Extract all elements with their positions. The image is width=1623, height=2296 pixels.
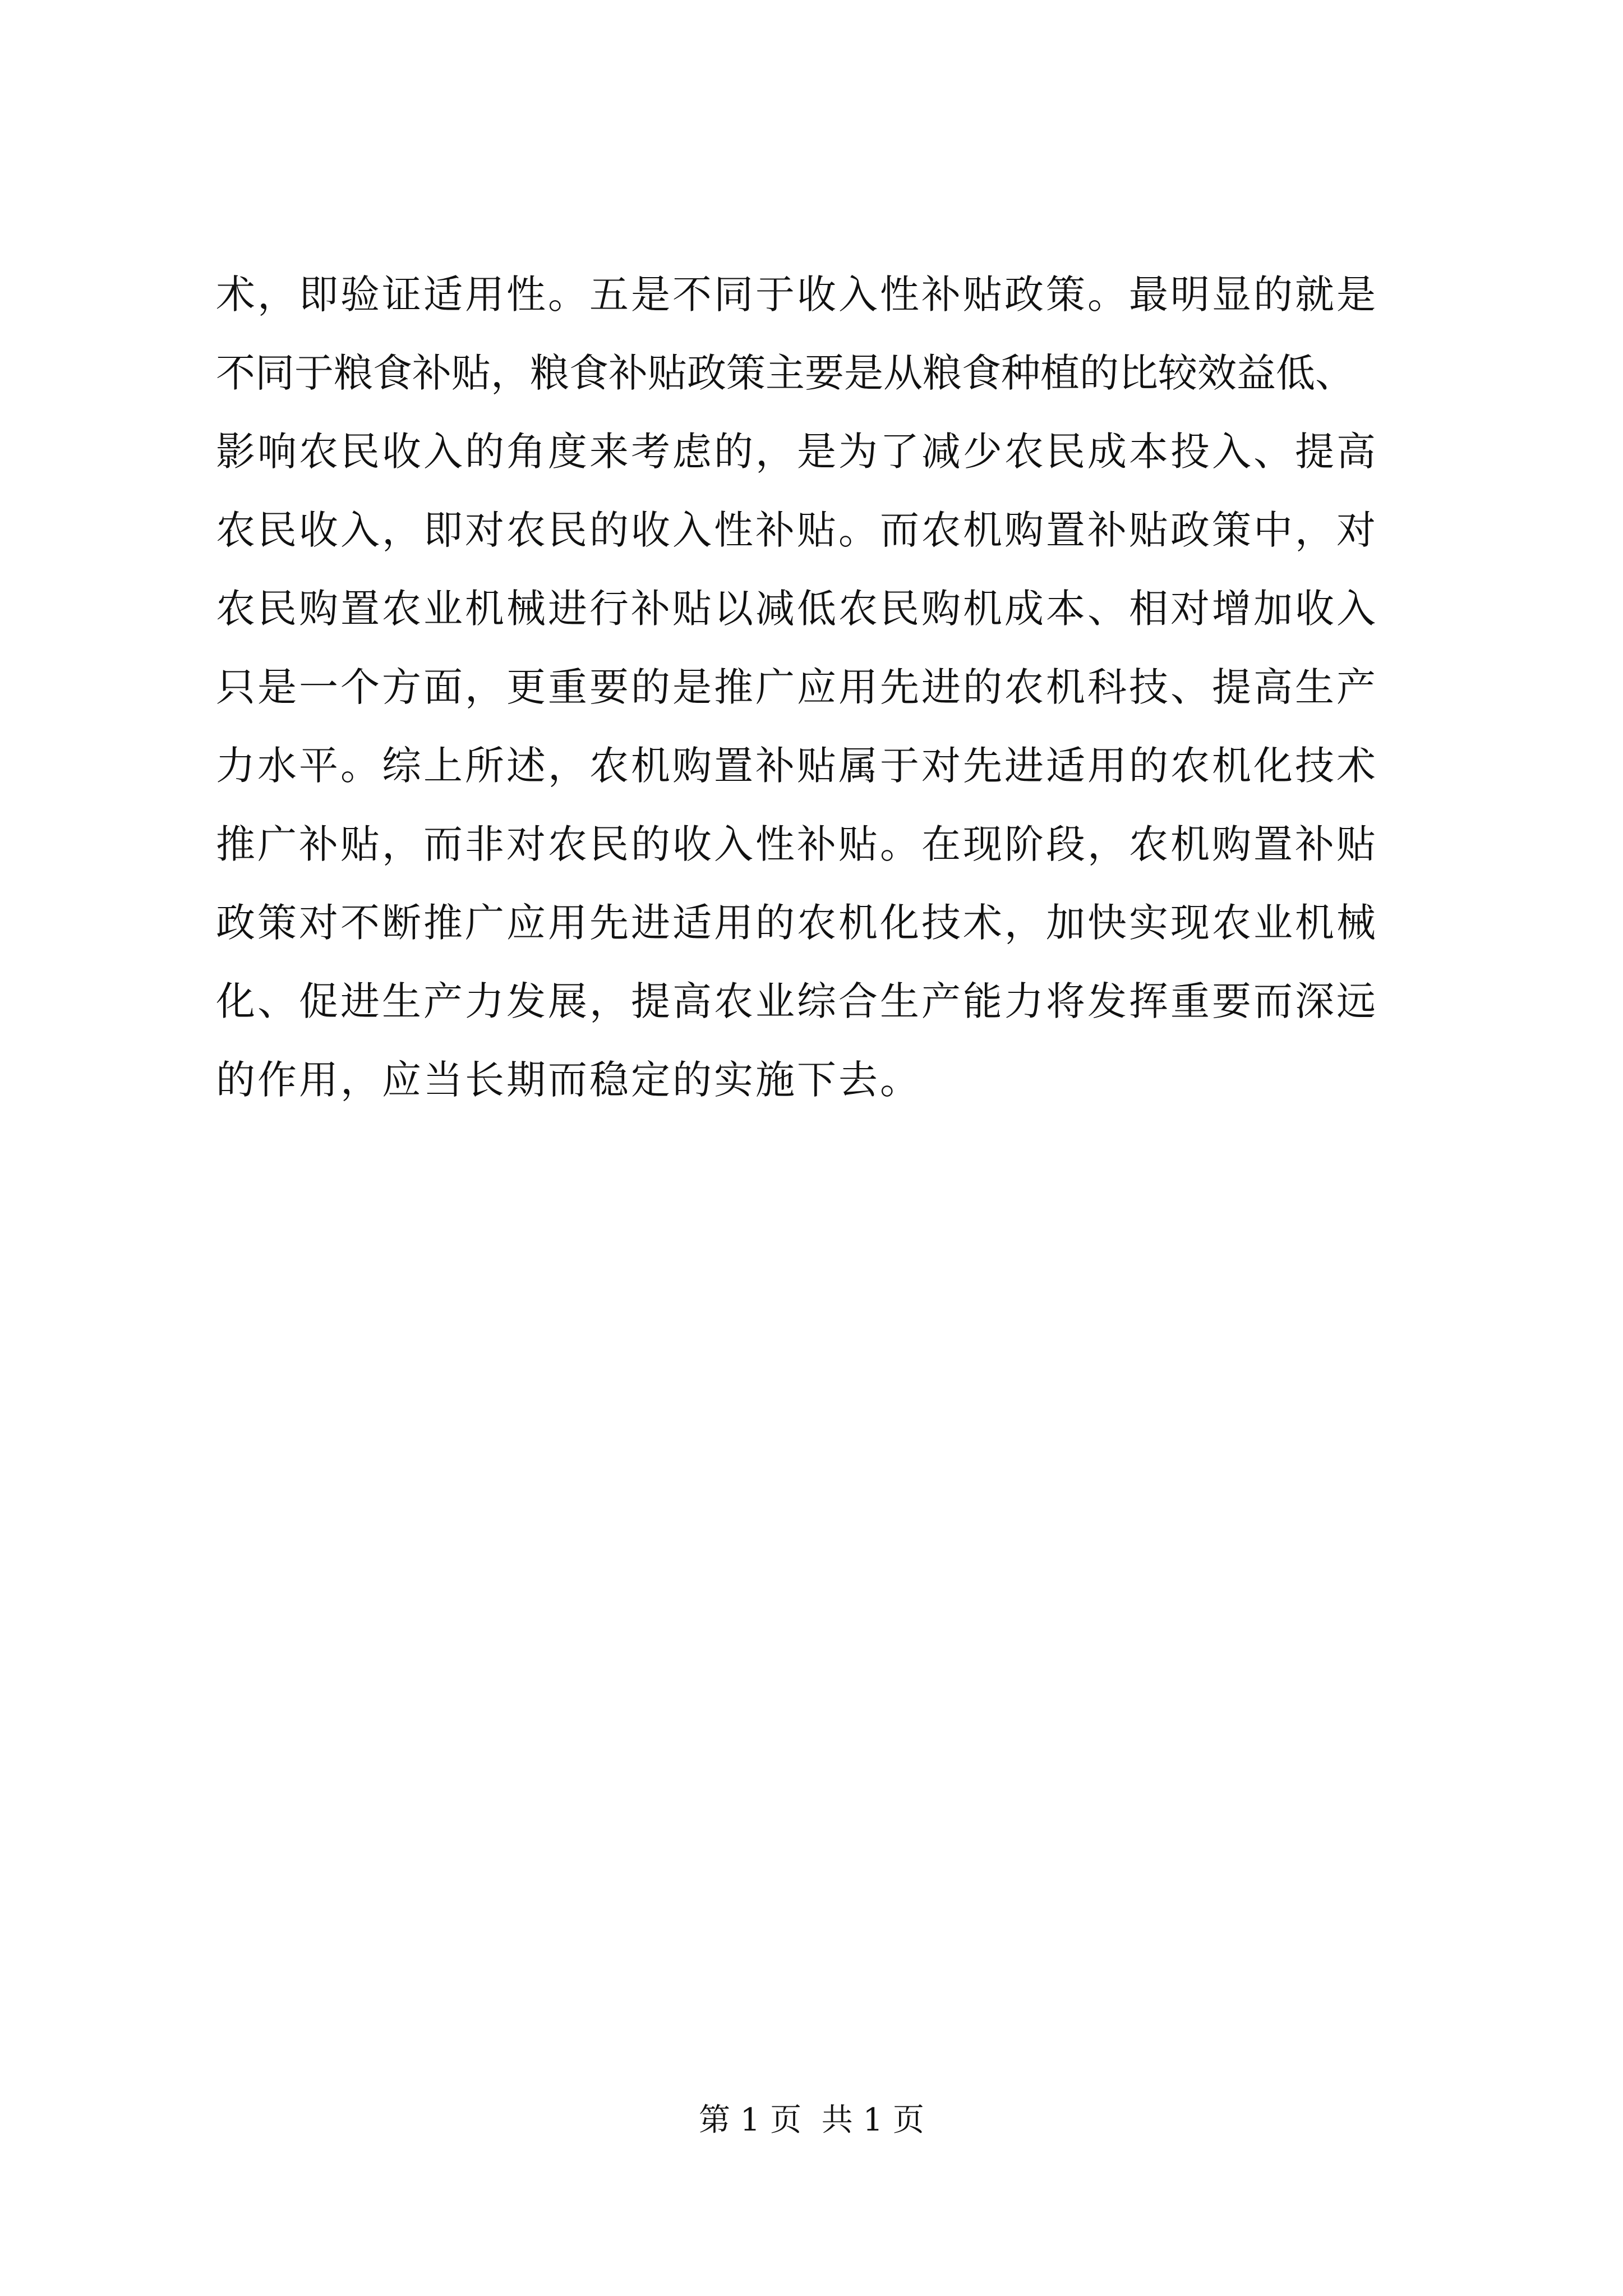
text-line: 不同于粮食补贴，粮食补贴政策主要是从粮食种植的比较效益低、 (216, 350, 1354, 396)
text-line: 只是一个方面，更重要的是推广应用先进的农机科技、提高生产 (216, 664, 1378, 710)
text-line: 影响农民收入的角度来考虑的，是为了减少农民成本投入、提高 (216, 429, 1378, 475)
text-line: 力水平。综上所述，农机购置补贴属于对先进适用的农机化技术 (216, 743, 1378, 789)
text-line: 农民收入，即对农民的收入性补贴。而农机购置补贴政策中，对 (216, 507, 1378, 553)
text-line: 推广补贴，而非对农民的收入性补贴。在现阶段，农机购置补贴 (216, 821, 1378, 867)
body-text (216, 255, 1495, 1119)
text-line: 术，即验证适用性。五是不同于收入性补贴政策。最明显的就是 (216, 272, 1378, 318)
text-line: 的作用，应当长期而稳定的实施下去。 (216, 1057, 921, 1103)
page-footer: 第 1 页 共 1 页 (698, 2102, 925, 2138)
text-line: 化、促进生产力发展，提高农业综合生产能力将发挥重要而深远 (216, 978, 1378, 1024)
text-line: 政策对不断推广应用先进适用的农机化技术，加快实现农业机械 (216, 900, 1378, 946)
text-line: 农民购置农业机械进行补贴以减低农民购机成本、相对增加收入 (216, 586, 1378, 632)
